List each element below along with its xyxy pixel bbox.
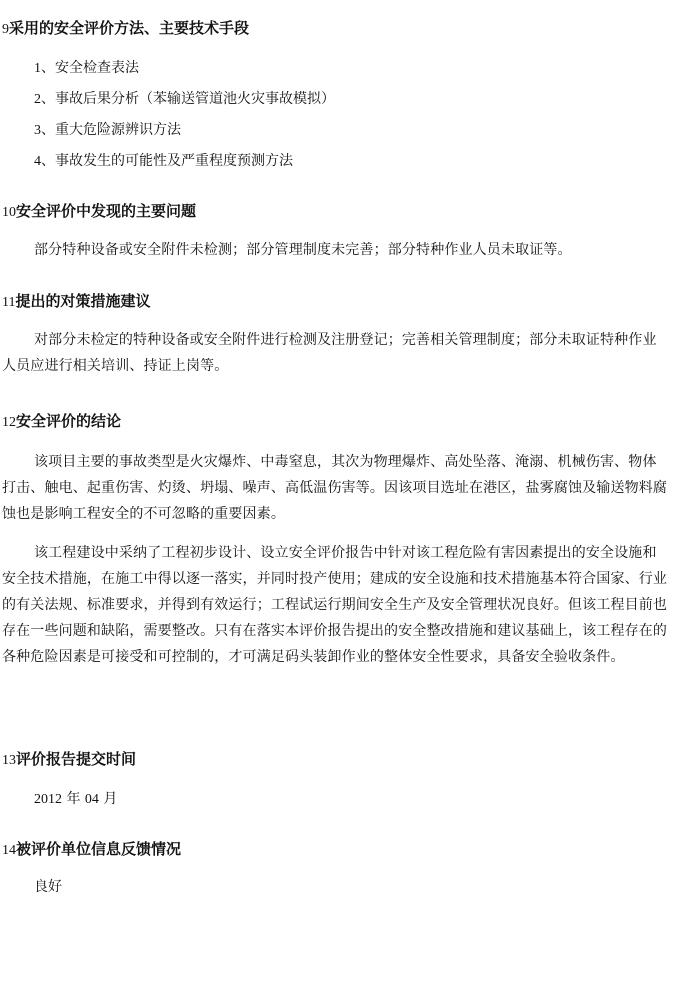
list-item (34, 89, 335, 110)
list-text: 重大危险源辨识方法 (55, 122, 181, 138)
list-text: 安全检查表法 (55, 60, 139, 76)
section-number: 9 (2, 22, 9, 37)
list-index: 3、 (34, 123, 55, 138)
section-number: 11 (2, 295, 16, 310)
list-item (34, 120, 181, 141)
section-heading-13 (2, 748, 136, 772)
section-number: 14 (2, 843, 16, 858)
list-item (34, 58, 139, 79)
list-text: 事故发生的可能性及严重程度预测方法 (55, 153, 293, 169)
date-year: 2012 (34, 792, 62, 807)
list-index: 2、 (34, 92, 55, 107)
feedback-value: 良好 (34, 879, 62, 895)
section-paragraph: 该项目主要的事故类型是火灾爆炸、中毒窒息，其次为物理爆炸、高处坠落、淹溺、机械伤害、物体打击、触电、起重伤害、灼烫、坍塌、噪声、高低温伤害等。因该项目选址在港区，盐雾腐蚀及输送物料腐蚀也是影响工程安全的不可忽略的重要因素。 (2, 454, 668, 522)
section-title: 采用的安全评价方法、主要技术手段 (9, 19, 250, 37)
section-number: 13 (2, 753, 16, 768)
section-number: 12 (2, 415, 16, 430)
section-heading-14 (2, 838, 181, 862)
section-paragraph: 部分特种设备或安全附件未检测；部分管理制度未完善；部分特种作业人员未取证等。 (34, 242, 572, 258)
list-text: 事故后果分析（苯输送管道池火灾事故模拟） (55, 91, 335, 107)
section-heading-9 (2, 17, 249, 41)
list-index: 4、 (34, 154, 55, 169)
section-title: 安全评价中发现的主要问题 (16, 202, 197, 220)
section-heading-10 (2, 200, 196, 224)
section-title: 评价报告提交时间 (16, 750, 137, 768)
date-month-unit: 月 (103, 791, 118, 807)
section-paragraph: 该工程建设中采纳了工程初步设计、设立安全评价报告中针对该工程危险有害因素提出的安全设施和安全技术措施，在施工中得以逐一落实，并同时投产使用；建成的安全设施和技术措施基本符合国家、行业的有关法规、标准要求，并得到有效运行；工程试运行期间安全生产及安全管理状况良好。但该工程目前也存在一些问题和缺陷，需要整改。只有在落实本评价报告提出的安全整改措施和建议基础上，该工程存在的各种危险因素是可接受和可控制的，才可满足码头装卸作业的整体安全性要求，具备安全验收条件。 (2, 545, 668, 665)
date-month: 04 (84, 792, 99, 807)
section-heading-11 (2, 290, 151, 314)
date-year-unit: 年 (66, 791, 81, 807)
section-heading-12 (2, 410, 121, 434)
list-index: 1、 (34, 61, 55, 76)
section-title: 被评价单位信息反馈情况 (16, 840, 182, 858)
section-title: 提出的对策措施建议 (15, 292, 151, 310)
submission-date (34, 789, 117, 810)
section-number: 10 (2, 205, 16, 220)
list-item (34, 151, 293, 172)
section-title: 安全评价的结论 (16, 412, 122, 430)
section-paragraph: 对部分未检定的特种设备或安全附件进行检测及注册登记；完善相关管理制度；部分未取证特种作业人员应进行相关培训、持证上岗等。 (2, 332, 657, 374)
